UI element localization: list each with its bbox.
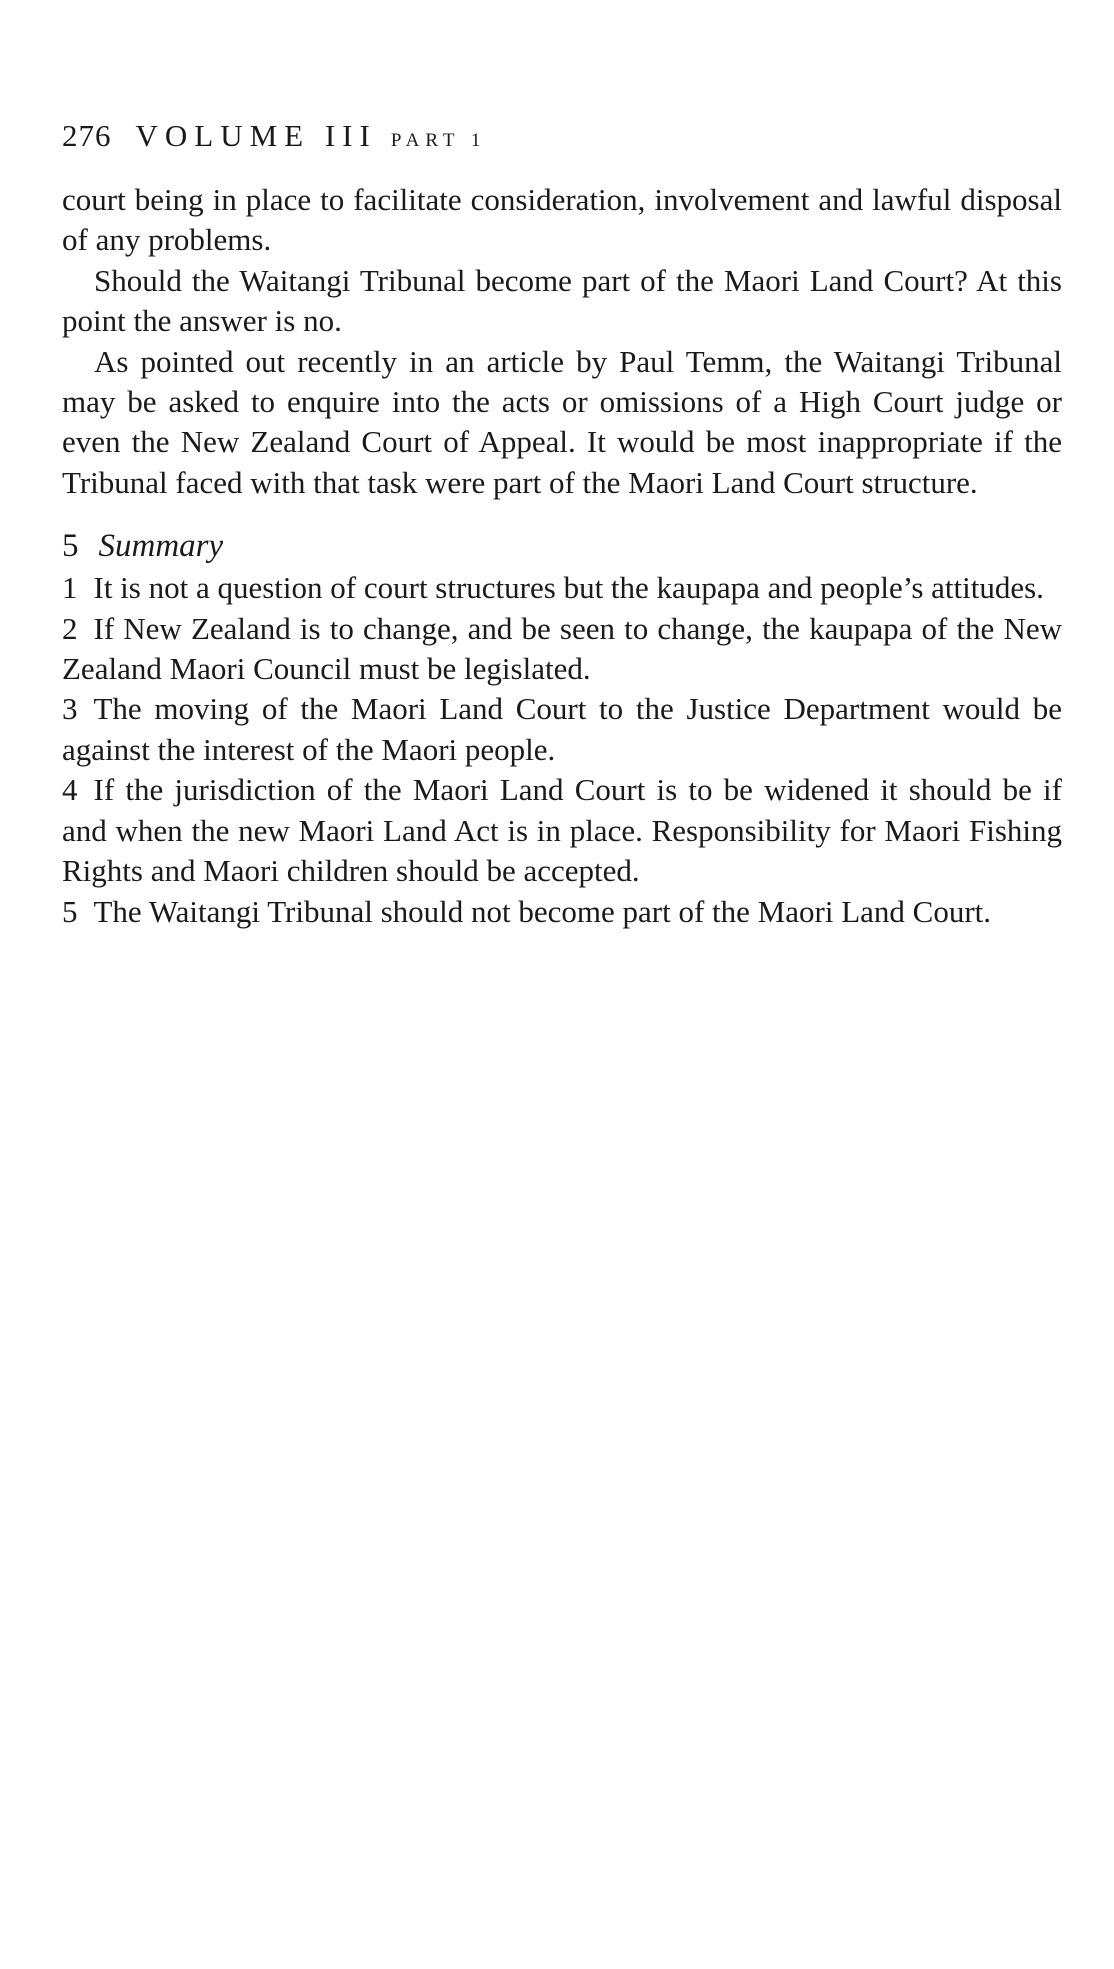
running-head [62,116,486,161]
part-label: PART 1 [390,130,487,151]
summary-item [62,609,1062,690]
summary-item-number: 5 [62,893,78,929]
paragraph: court being in place to facilitate consideration, involvement and lawful disposal of any problems. [62,182,1062,258]
summary-item-text: The moving of the Maori Land Court to the Justice Department would be against the interest of the Maori people. [62,691,1062,767]
section-number: 5 [62,528,79,565]
section-heading [62,524,1062,568]
page-number: 276 [62,118,112,153]
body-text [62,180,1062,932]
section-title: Summary [98,528,224,565]
summary-item-text: It is not a question of court structures but the kaupapa and people’s attitudes. [93,570,1044,606]
paragraph: Should the Waitangi Tribunal become part of the Maori Land Court? At this point the answer is no. [62,262,1062,339]
summary-item-text: If the jurisdiction of the Maori Land Court is to be widened it should be if and when the new Maori Land Act is in place. Responsibility for Maori Fishing Rights and Maori children should be accepted. [62,772,1062,889]
summary-item-number: 1 [62,570,78,606]
summary-item-text: If New Zealand is to change, and be seen to change, the kaupapa of the New Zealand Maori Council must be legislated. [62,610,1062,687]
summary-item [62,689,1062,770]
volume-label: VOLUME III [135,118,377,153]
summary-item [62,770,1062,891]
summary-item-number: 3 [62,691,78,727]
paragraph: As pointed out recently in an article by Paul Temm, the Waitangi Tribunal may be asked to enquire into the acts or omissions of a High Court judge or even the New Zealand Court of Appeal. It would be most inappropriate if the Tribunal faced with that task were part of the Maori Land Court structure. [62,343,1062,500]
summary-item-number: 2 [62,610,78,646]
summary-item [62,892,1062,932]
summary-item-text: The Waitangi Tribunal should not become part of the Maori Land Court. [93,893,992,929]
summary-item [62,568,1062,608]
summary-item-number: 4 [62,772,78,808]
